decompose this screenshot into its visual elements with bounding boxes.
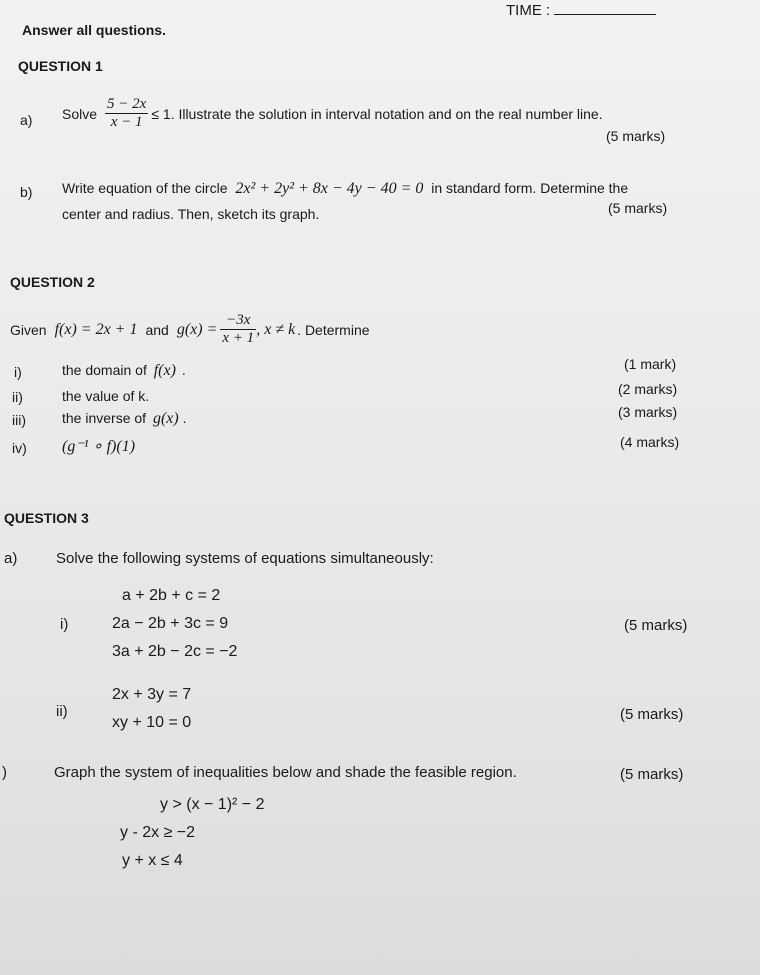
q2-and-word: and [145, 321, 169, 338]
q3a-ii-eq1: 2x + 3y = 7 [112, 686, 192, 703]
q3a-text: Solve the following systems of equations simultaneously: [56, 550, 434, 567]
question-3-title: QUESTION 3 [4, 510, 89, 526]
q2-determine: . Determine [297, 321, 370, 338]
q2-item-iii-label: iii) [12, 412, 26, 428]
q2-g-numerator: −3x [220, 312, 256, 330]
time-field [506, 2, 656, 19]
q1a-line [62, 96, 603, 131]
q2-item-iii [62, 410, 187, 428]
q1b-line1 [62, 180, 628, 198]
q2-item-iv [62, 436, 135, 456]
q2-item-i-text: the domain of [62, 362, 147, 378]
q2-item-i-math: f(x) [153, 362, 176, 379]
q3b-text: Graph the system of inequalities below and shade the feasible region. [54, 764, 517, 781]
q2-item-i-label: i) [14, 364, 22, 380]
q1b-marks: (5 marks) [608, 200, 668, 216]
q2-g-lhs: g(x) = [176, 320, 218, 338]
q3b-label: ) [2, 764, 7, 781]
q3a-ii-label: ii) [56, 703, 68, 720]
q2-g-fraction [220, 312, 256, 347]
q2-g-condition: , x ≠ k [256, 320, 296, 338]
q3b-inequality-1: y > (x − 1)² − 2 [160, 796, 265, 813]
q3a-i-label: i) [60, 616, 69, 633]
q1a-denominator: x − 1 [110, 114, 143, 130]
q3b-inequality-3: y + x ≤ 4 [122, 852, 183, 869]
q3b-marks: (5 marks) [620, 766, 684, 783]
q1b-text-pre: Write equation of the circle [62, 180, 228, 196]
q3b-inequality-2: y - 2x ≥ −2 [120, 824, 196, 841]
question-1-title: QUESTION 1 [18, 58, 103, 74]
q1b-circle-equation: 2x² + 2y² + 8x − 4y − 40 = 0 [235, 180, 424, 197]
q1a-numerator: 5 − 2x [107, 96, 147, 112]
time-label: TIME : [506, 2, 551, 19]
q2-item-i [62, 362, 186, 380]
q3a-i-marks: (5 marks) [624, 617, 688, 634]
q2-item-ii-marks: (2 marks) [618, 381, 678, 397]
q1b-text-post: in standard form. Determine the [431, 180, 629, 196]
q2-item-ii-label: ii) [12, 389, 23, 405]
q1b-label: b) [20, 184, 33, 200]
q2-item-iii-math: g(x) [152, 410, 179, 427]
q2-item-iii-text: the inverse of [62, 410, 147, 426]
q2-item-ii-text: the value of k. [62, 388, 150, 404]
q2-item-i-tail: . [181, 362, 186, 378]
q3a-i-eq3: 3a + 2b − 2c = −2 [112, 643, 238, 660]
q1a-fraction [105, 96, 148, 131]
q3a-ii-eq2: xy + 10 = 0 [112, 714, 192, 731]
q2-item-iv-math: (g⁻¹ ∘ f)(1) [62, 438, 136, 455]
question-2-title: QUESTION 2 [10, 274, 95, 290]
q2-item-iv-label: iv) [12, 440, 27, 456]
q3a-label: a) [4, 550, 18, 567]
time-blank-line [554, 14, 656, 15]
q1a-solve-word: Solve [62, 105, 98, 122]
q2-given-line [10, 312, 370, 347]
q1a-label: a) [20, 112, 33, 128]
q3a-i-eq1: a + 2b + c = 2 [122, 587, 221, 604]
q1a-after-fraction: ≤ 1. Illustrate the solution in interval notation and on the real number line. [151, 105, 603, 122]
q1a-marks: (5 marks) [606, 128, 666, 144]
q2-item-iv-marks: (4 marks) [620, 434, 680, 450]
q2-g-denominator: x + 1 [222, 330, 255, 346]
q2-item-i-marks: (1 mark) [624, 356, 677, 372]
q2-f-definition: f(x) = 2x + 1 [54, 320, 138, 338]
q3a-i-eq2: 2a − 2b + 3c = 9 [112, 615, 229, 632]
q2-item-iii-tail: . [182, 410, 187, 426]
q1b-line2: center and radius. Then, sketch its graph. [62, 206, 320, 222]
instruction-text: Answer all questions. [22, 22, 166, 38]
q2-given-word: Given [10, 321, 47, 338]
q3a-ii-marks: (5 marks) [620, 706, 684, 723]
q2-item-ii [62, 388, 149, 404]
q2-item-iii-marks: (3 marks) [618, 404, 678, 420]
